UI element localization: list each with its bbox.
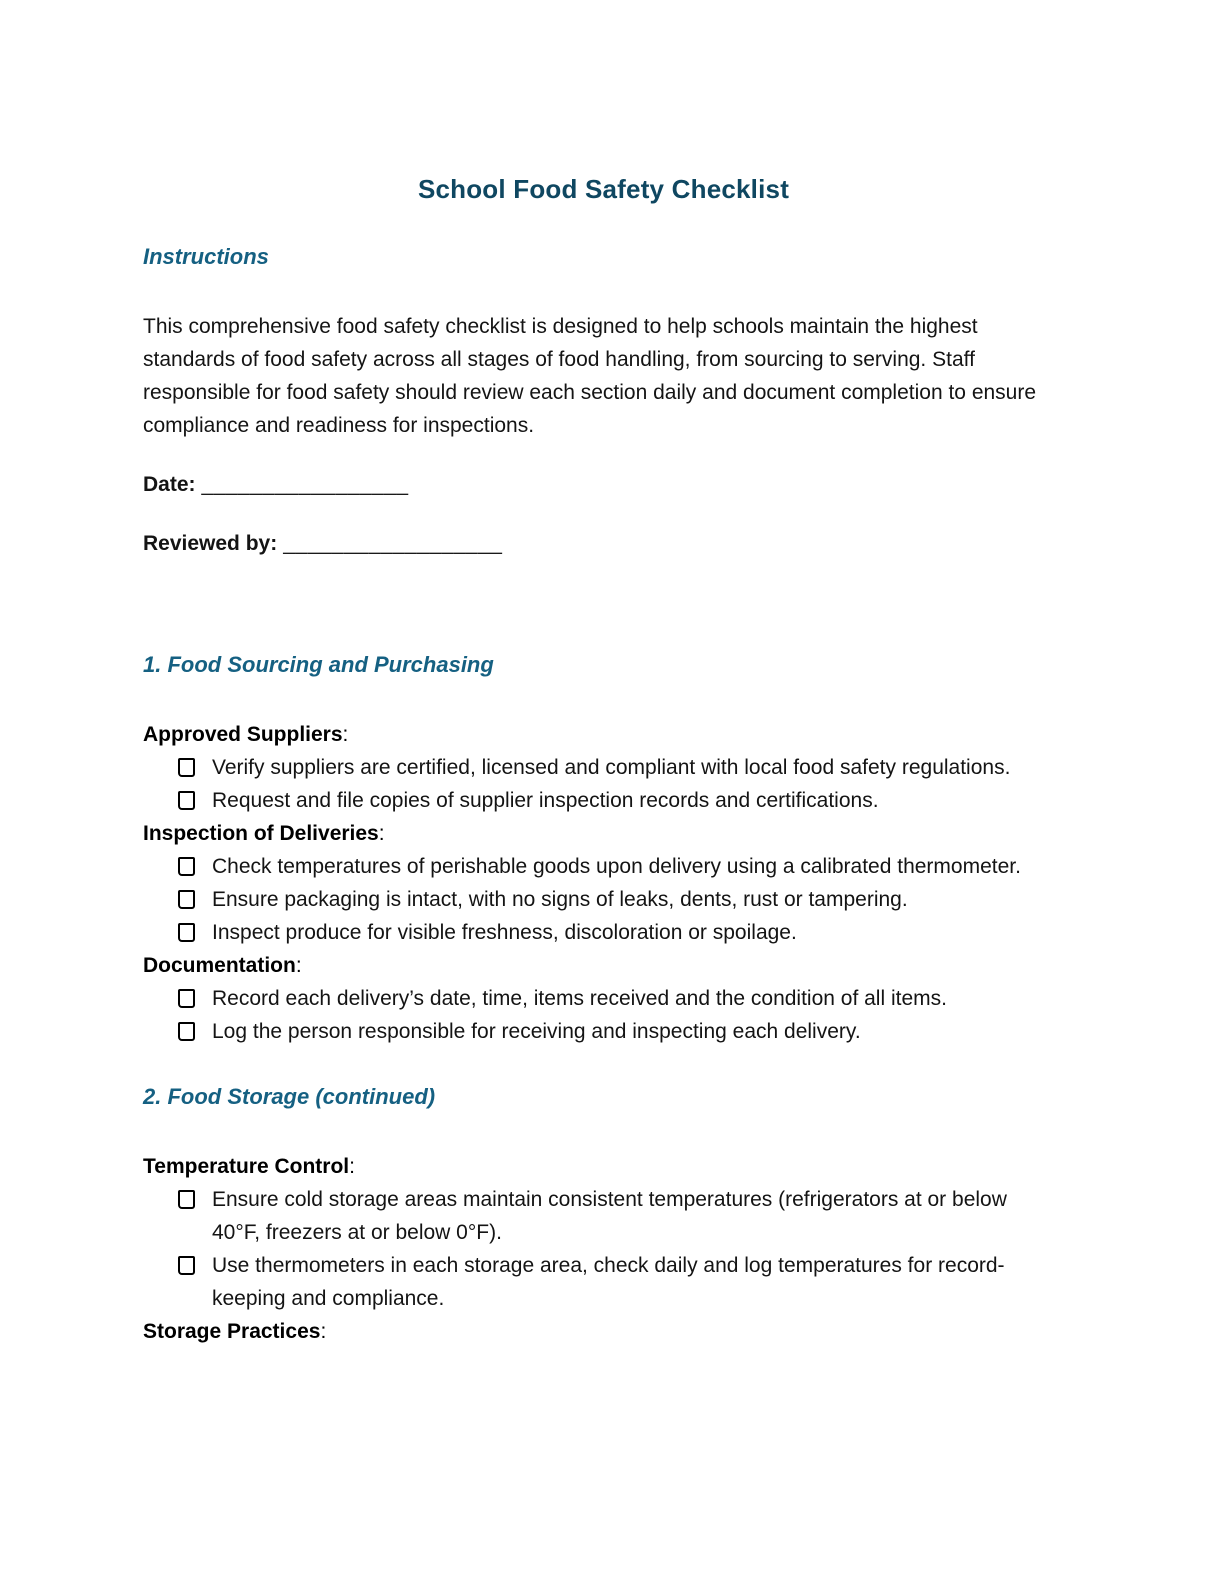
checkbox-icon	[178, 857, 195, 876]
checklist-item-text: Verify suppliers are certified, licensed and compliant with local food safety regulations.	[212, 756, 1011, 779]
checklist-item	[143, 784, 1064, 817]
checklist-item	[143, 1183, 1064, 1249]
date-blank-line: _________________	[201, 473, 409, 496]
reviewed-by-field	[143, 527, 1064, 560]
checkbox-icon	[178, 1190, 195, 1209]
group-label-storage-practices: Storage Practices:	[143, 1320, 327, 1343]
checklist-item	[143, 850, 1064, 883]
reviewed-by-label: Reviewed by:	[143, 532, 278, 555]
page-title: School Food Safety Checklist	[417, 174, 790, 204]
checklist-item-text: Log the person responsible for receiving and inspecting each delivery.	[212, 1020, 861, 1043]
reviewed-by-blank-line: __________________	[283, 532, 503, 555]
checklist-item-text: Request and file copies of supplier inspection records and certifications.	[212, 789, 879, 812]
checkbox-icon	[178, 791, 195, 810]
checkbox-icon	[178, 758, 195, 777]
checklist-item-text: Inspect produce for visible freshness, discoloration or spoilage.	[212, 921, 797, 944]
group-label-temperature-control: Temperature Control:	[143, 1155, 355, 1178]
group-label-approved-suppliers: Approved Suppliers:	[143, 723, 349, 746]
checklist-item-text: Ensure cold storage areas maintain consistent temperatures (refrigerators at or below 40°F, freezers at or below 0°F).	[212, 1188, 1007, 1244]
date-label: Date:	[143, 473, 196, 496]
checklist-item-text: Use thermometers in each storage area, check daily and log temperatures for record-keeping and compliance.	[212, 1254, 1005, 1310]
section-heading-food-sourcing: 1. Food Sourcing and Purchasing	[143, 652, 494, 677]
checklist-item	[143, 883, 1064, 916]
group-label-documentation: Documentation:	[143, 954, 302, 977]
checklist-item	[143, 1249, 1064, 1315]
checkbox-icon	[178, 890, 195, 909]
checklist-item-text: Check temperatures of perishable goods upon delivery using a calibrated thermometer.	[212, 855, 1021, 878]
checkbox-icon	[178, 923, 195, 942]
intro-paragraph: This comprehensive food safety checklist is designed to help schools maintain the highest standards of food safety across all stages of food handling, from sourcing to serving. Staff responsible for food safety should review each section daily and document completion to ensure compliance and readiness for inspections.	[143, 315, 1037, 437]
checklist-item	[143, 751, 1064, 784]
checklist-item	[143, 1015, 1064, 1048]
checklist-item	[143, 982, 1064, 1015]
section-heading-food-storage: 2. Food Storage (continued)	[143, 1084, 436, 1109]
checklist-item	[143, 916, 1064, 949]
checkbox-icon	[178, 989, 195, 1008]
checklist-item-text: Ensure packaging is intact, with no signs of leaks, dents, rust or tampering.	[212, 888, 908, 911]
checkbox-icon	[178, 1022, 195, 1041]
checklist-item-text: Record each delivery’s date, time, items received and the condition of all items.	[212, 987, 947, 1010]
date-field	[143, 468, 1064, 501]
instructions-heading: Instructions	[143, 244, 269, 269]
group-label-inspection-of-deliveries: Inspection of Deliveries:	[143, 822, 385, 845]
checkbox-icon	[178, 1256, 195, 1275]
